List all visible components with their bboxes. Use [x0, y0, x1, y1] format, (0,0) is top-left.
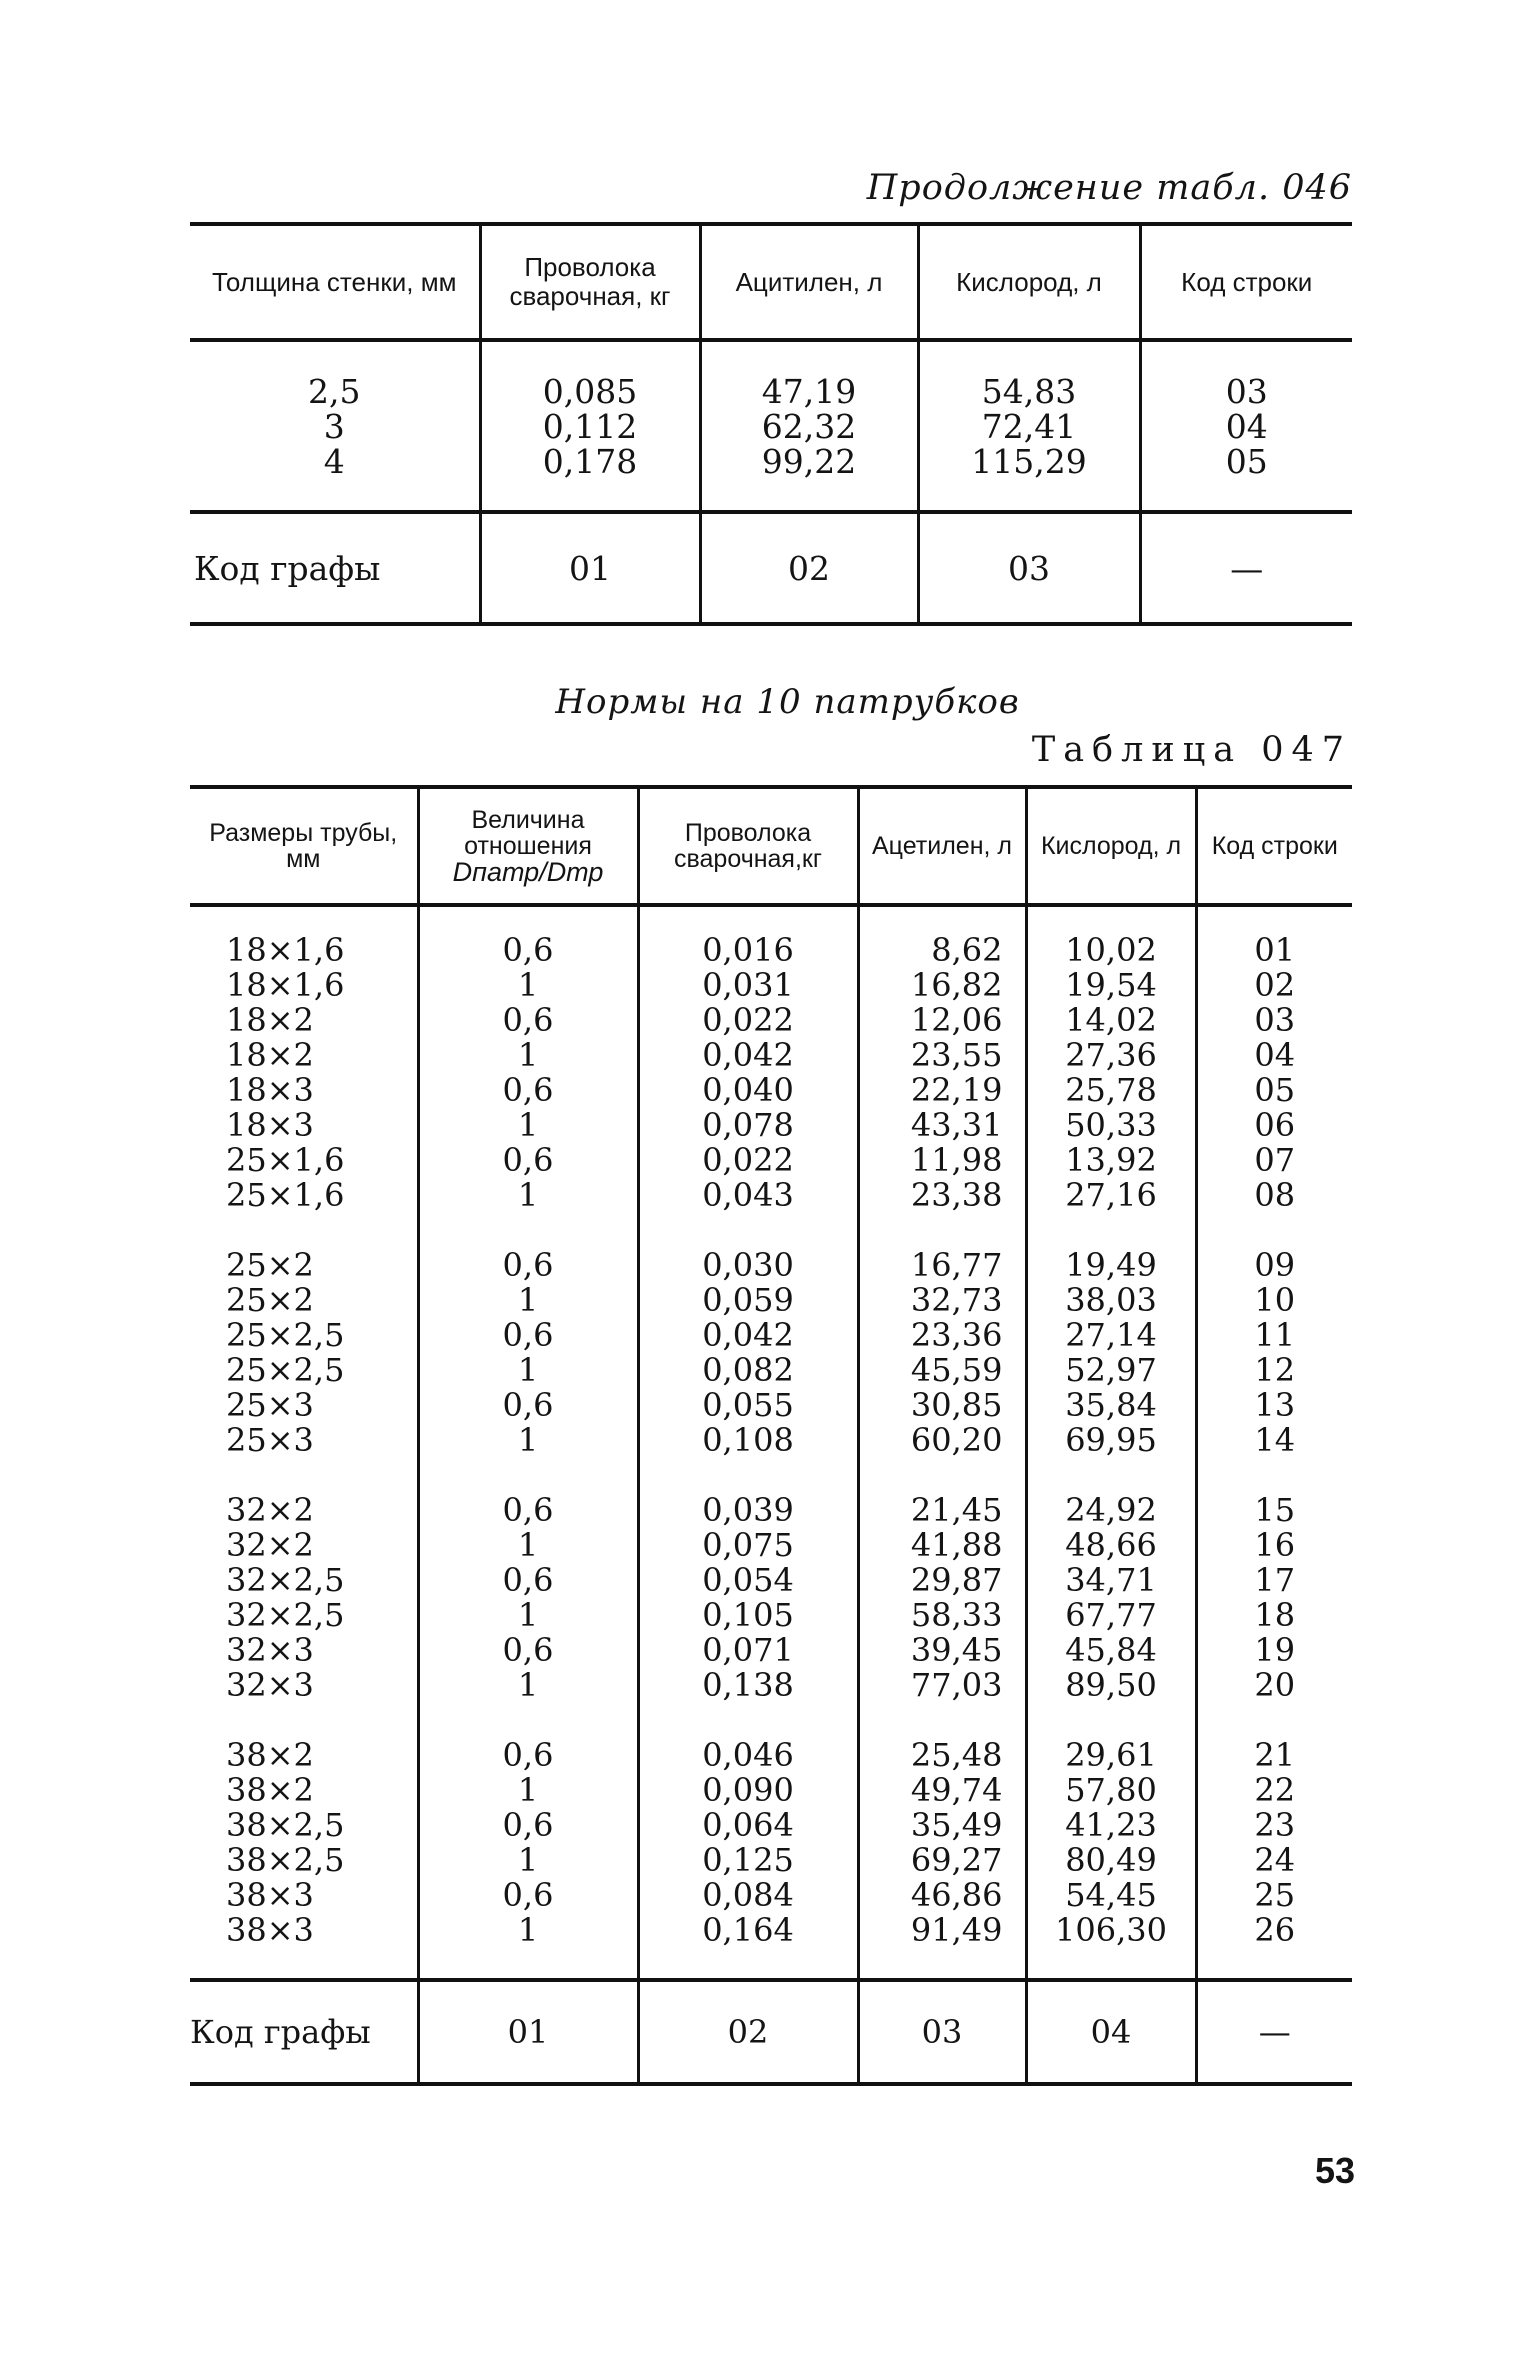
header-oxygen: Кислород, л: [918, 224, 1140, 340]
group-spacer: [420, 1213, 637, 1248]
table-cell: 1: [517, 1526, 539, 1564]
table-cell: 38×2: [226, 1736, 314, 1774]
table-cell: 15: [1254, 1491, 1296, 1529]
table-cell: 4: [323, 441, 345, 481]
table-cell: 0,042: [702, 1316, 794, 1354]
table-cell: 60,20: [910, 1421, 1003, 1459]
table-cell: 67,77: [1065, 1596, 1157, 1634]
table-cell: 32×2,5: [226, 1561, 345, 1599]
group-spacer: [640, 1458, 857, 1493]
table-cell: 41,88: [910, 1526, 1003, 1564]
table-cell: 03: [1254, 1001, 1296, 1039]
table-cell: 25×3: [226, 1386, 314, 1424]
table-cell: 0,043: [702, 1176, 794, 1214]
table-cell: 25×2: [226, 1281, 314, 1319]
table-cell: 02: [1254, 966, 1296, 1004]
table-cell: 0,046: [702, 1736, 794, 1774]
table-cell: 18×1,6: [226, 931, 345, 969]
table-cell: 27,36: [1065, 1036, 1157, 1074]
column-acetylene: [700, 340, 918, 512]
table-cell: 0,6: [502, 931, 554, 969]
column-oxygen: [918, 340, 1140, 512]
table-cell: 0,082: [702, 1351, 794, 1389]
table-cell: 18: [1254, 1596, 1296, 1634]
column-ratio: [418, 905, 638, 1980]
table-046-continuation: [190, 222, 1352, 626]
group-spacer: [226, 1213, 417, 1248]
table-cell: 41,23: [1065, 1806, 1157, 1844]
table-cell: 0,090: [702, 1771, 794, 1809]
table-cell: 38×2,5: [226, 1806, 345, 1844]
table-cell: 77,03: [910, 1666, 1003, 1704]
table-cell: 49,74: [910, 1771, 1003, 1809]
table-cell: 25×2,5: [226, 1316, 345, 1354]
header-row-code: Код строки: [1196, 787, 1352, 905]
group-spacer: [1028, 1458, 1195, 1493]
group-spacer: [640, 1213, 857, 1248]
table-cell: 1: [517, 1421, 539, 1459]
table-cell: 32×3: [226, 1631, 314, 1669]
table-cell: 0,6: [502, 1631, 554, 1669]
table-cell: 0,075: [702, 1526, 794, 1564]
group-spacer: [860, 1213, 1003, 1248]
table-cell: 18×2: [226, 1001, 314, 1039]
table-cell: 32×2: [226, 1526, 314, 1564]
table-cell: 0,055: [702, 1386, 794, 1424]
table-cell: 0,022: [702, 1001, 794, 1039]
table-cell: 32×2: [226, 1491, 314, 1529]
table-header-row: [190, 787, 1352, 905]
header-oxygen: Кислород, л: [1026, 787, 1196, 905]
table-cell: 18×3: [226, 1071, 314, 1109]
header-ratio-line1: Величина: [471, 806, 585, 834]
table-cell: 91,49: [910, 1911, 1003, 1949]
table-cell: 0,071: [702, 1631, 794, 1669]
column-wall-thickness: [190, 340, 480, 512]
table-047: [190, 785, 1352, 2086]
group-spacer: [860, 1703, 1003, 1738]
table-cell: 1: [517, 1841, 539, 1879]
header-ratio-line2: отношения: [464, 832, 592, 860]
table-cell: 16: [1254, 1526, 1296, 1564]
table-footer-row: [190, 512, 1352, 624]
table-cell: 20: [1254, 1666, 1296, 1704]
table-cell: 25,78: [1065, 1071, 1157, 1109]
section-title: Нормы на 10 патрубков: [555, 682, 1020, 722]
footer-cell: 04: [1026, 1980, 1196, 2084]
footer-cell: 02: [700, 512, 918, 624]
table-cell: 24: [1254, 1841, 1296, 1879]
table-cell: 38×3: [226, 1876, 314, 1914]
group-spacer: [1198, 1458, 1353, 1493]
table-cell: 35,84: [1065, 1386, 1157, 1424]
table-cell: 1: [517, 1176, 539, 1214]
table-cell: 27,16: [1065, 1176, 1157, 1214]
table-cell: 11: [1254, 1316, 1296, 1354]
table-cell: 0,6: [502, 1561, 554, 1599]
group-spacer: [226, 1703, 417, 1738]
header-acetylene: Ацетилен, л: [858, 787, 1026, 905]
table-cell: 0,078: [702, 1106, 794, 1144]
table-cell: 0,6: [502, 1071, 554, 1109]
table-cell: 54,45: [1065, 1876, 1157, 1914]
footer-cell: 02: [638, 1980, 858, 2084]
header-welding-wire: Проволока сварочная, кг: [480, 224, 700, 340]
table-cell: 39,45: [910, 1631, 1003, 1669]
table-cell: 05: [1225, 441, 1268, 481]
table-cell: 2,5: [308, 371, 361, 411]
table-cell: 07: [1254, 1141, 1296, 1179]
group-spacer: [1198, 1213, 1353, 1248]
table-cell: 18×1,6: [226, 966, 345, 1004]
table-cell: 0,6: [502, 1001, 554, 1039]
table-cell: 16,77: [910, 1246, 1003, 1284]
header-acetylene: Ацитилен, л: [700, 224, 918, 340]
group-spacer: [1198, 1703, 1353, 1738]
table-cell: 72,41: [981, 406, 1077, 446]
table-cell: 99,22: [761, 441, 857, 481]
column-oxygen: [1026, 905, 1196, 1980]
table-cell: 32×3: [226, 1666, 314, 1704]
table-cell: 1: [517, 1911, 539, 1949]
table-cell: 1: [517, 966, 539, 1004]
table-cell: 0,084: [702, 1876, 794, 1914]
table-cell: 12,06: [910, 1001, 1003, 1039]
table-cell: 0,016: [702, 931, 794, 969]
table-cell: 46,86: [910, 1876, 1003, 1914]
table-cell: 04: [1225, 406, 1268, 446]
table-cell: 13,92: [1065, 1141, 1157, 1179]
table-cell: 0,054: [702, 1561, 794, 1599]
table-cell: 0,064: [702, 1806, 794, 1844]
header-row-code: Код строки: [1140, 224, 1352, 340]
table-cell: 1: [517, 1596, 539, 1634]
table-cell: 58,33: [910, 1596, 1003, 1634]
table-cell: 48,66: [1065, 1526, 1157, 1564]
footer-column-code-label: Код графы: [190, 512, 480, 624]
table-cell: 18×3: [226, 1106, 314, 1144]
table-cell: 1: [517, 1036, 539, 1074]
group-spacer: [860, 1458, 1003, 1493]
table-cell: 25×1,6: [226, 1176, 345, 1214]
table-cell: 1: [517, 1666, 539, 1704]
table-cell: 38×2,5: [226, 1841, 345, 1879]
table-cell: 57,80: [1065, 1771, 1157, 1809]
table-cell: 04: [1254, 1036, 1296, 1074]
column-row-code: [1196, 905, 1352, 1980]
table-cell: 0,6: [502, 1736, 554, 1774]
table-cell: 1: [517, 1106, 539, 1144]
table-cell: 47,19: [761, 371, 857, 411]
table-cell: 19,54: [1065, 966, 1157, 1004]
table-cell: 16,82: [910, 966, 1003, 1004]
footer-column-code-label: Код графы: [190, 1980, 418, 2084]
table-cell: 06: [1254, 1106, 1296, 1144]
table-cell: 22,19: [910, 1071, 1003, 1109]
table-cell: 23,38: [910, 1176, 1003, 1214]
footer-cell: —: [1140, 512, 1352, 624]
table-cell: 8,62: [931, 931, 1003, 969]
table-cell: 32×2,5: [226, 1596, 345, 1634]
table-cell: 0,6: [502, 1141, 554, 1179]
table-cell: 0,6: [502, 1386, 554, 1424]
header-welding-wire: Проволока сварочная,кг: [638, 787, 858, 905]
table-cell: 09: [1254, 1246, 1296, 1284]
table-cell: 0,040: [702, 1071, 794, 1109]
table-cell: 25×1,6: [226, 1141, 345, 1179]
table-cell: 35,49: [910, 1806, 1003, 1844]
table-cell: 19,49: [1065, 1246, 1157, 1284]
table-cell: 21,45: [910, 1491, 1003, 1529]
table-cell: 25: [1254, 1876, 1296, 1914]
table-cell: 0,164: [702, 1911, 794, 1949]
header-ratio-formula: Dпатр/Dтр: [452, 857, 604, 887]
table-cell: 89,50: [1065, 1666, 1157, 1704]
table-cell: 54,83: [981, 371, 1077, 411]
table-cell: 38,03: [1065, 1281, 1157, 1319]
header-ratio: [418, 787, 638, 905]
table-cell: 45,59: [910, 1351, 1003, 1389]
table-cell: 1: [517, 1281, 539, 1319]
table-cell: 08: [1254, 1176, 1296, 1214]
table-cell: 0,108: [702, 1421, 794, 1459]
table-cell: 18×2: [226, 1036, 314, 1074]
table-cell: 80,49: [1065, 1841, 1157, 1879]
column-pipe-size: [190, 905, 418, 1980]
table-cell: 03: [1225, 371, 1268, 411]
table-cell: 29,87: [910, 1561, 1003, 1599]
table-cell: 0,112: [542, 406, 638, 446]
table-cell: 25×3: [226, 1421, 314, 1459]
table-cell: 106,30: [1055, 1911, 1167, 1949]
table-cell: 0,125: [702, 1841, 794, 1879]
table-cell: 38×2: [226, 1771, 314, 1809]
table-cell: 0,138: [702, 1666, 794, 1704]
table-cell: 52,97: [1065, 1351, 1157, 1389]
table-cell: 29,61: [1065, 1736, 1157, 1774]
table-cell: 23,55: [910, 1036, 1003, 1074]
column-acetylene: [858, 905, 1026, 1980]
table-cell: 0,6: [502, 1491, 554, 1529]
continuation-label: Продолжение табл. 046: [866, 168, 1352, 208]
table-footer-row: [190, 1980, 1352, 2084]
table-cell: 69,27: [910, 1841, 1003, 1879]
table-cell: 26: [1254, 1911, 1296, 1949]
table-cell: 30,85: [910, 1386, 1003, 1424]
table-cell: 43,31: [910, 1106, 1003, 1144]
table-cell: 0,105: [702, 1596, 794, 1634]
group-spacer: [420, 1703, 637, 1738]
table-cell: 17: [1254, 1561, 1296, 1599]
table-cell: 10,02: [1065, 931, 1157, 969]
table-cell: 69,95: [1065, 1421, 1157, 1459]
table-cell: 115,29: [971, 441, 1087, 481]
table-cell: 0,042: [702, 1036, 794, 1074]
table-cell: 14,02: [1065, 1001, 1157, 1039]
table-body: [190, 340, 1352, 512]
table-cell: 0,059: [702, 1281, 794, 1319]
group-spacer: [226, 1458, 417, 1493]
table-cell: 25,48: [910, 1736, 1003, 1774]
table-cell: 25×2,5: [226, 1351, 345, 1389]
table-cell: 50,33: [1065, 1106, 1157, 1144]
table-cell: 10: [1254, 1281, 1296, 1319]
table-cell: 25×2: [226, 1246, 314, 1284]
table-cell: 19: [1254, 1631, 1296, 1669]
table-cell: 32,73: [910, 1281, 1003, 1319]
table-cell: 0,6: [502, 1316, 554, 1354]
group-spacer: [640, 1703, 857, 1738]
table-label: Таблица 047: [1031, 730, 1352, 770]
table-cell: 45,84: [1065, 1631, 1157, 1669]
page-number: 53: [1314, 2150, 1355, 2191]
table-cell: 0,022: [702, 1141, 794, 1179]
table-cell: 23,36: [910, 1316, 1003, 1354]
table-cell: 0,085: [542, 371, 638, 411]
table-cell: 01: [1254, 931, 1296, 969]
table-cell: 1: [517, 1351, 539, 1389]
group-spacer: [1028, 1703, 1195, 1738]
table-cell: 23: [1254, 1806, 1296, 1844]
table-cell: 14: [1254, 1421, 1296, 1459]
table-cell: 0,6: [502, 1246, 554, 1284]
table-body: [190, 905, 1352, 1980]
table-cell: 34,71: [1065, 1561, 1157, 1599]
table-cell: 0,031: [702, 966, 794, 1004]
table-cell: 0,6: [502, 1876, 554, 1914]
table-cell: 11,98: [910, 1141, 1003, 1179]
column-row-code: [1140, 340, 1352, 512]
footer-cell: —: [1196, 1980, 1352, 2084]
header-pipe-size: Размеры трубы, мм: [190, 787, 418, 905]
table-cell: 21: [1254, 1736, 1296, 1774]
table-cell: 1: [517, 1771, 539, 1809]
footer-cell: 03: [918, 512, 1140, 624]
table-cell: 12: [1254, 1351, 1296, 1389]
table-cell: 3: [323, 406, 345, 446]
table-cell: 13: [1254, 1386, 1296, 1424]
header-wall-thickness: Толщина стенки, мм: [190, 224, 480, 340]
table-cell: 62,32: [761, 406, 857, 446]
table-header-row: [190, 224, 1352, 340]
table-cell: 38×3: [226, 1911, 314, 1949]
group-spacer: [420, 1458, 637, 1493]
table-cell: 05: [1254, 1071, 1296, 1109]
footer-cell: 01: [480, 512, 700, 624]
table-cell: 27,14: [1065, 1316, 1157, 1354]
table-cell: 0,030: [702, 1246, 794, 1284]
footer-cell: 03: [858, 1980, 1026, 2084]
group-spacer: [1028, 1213, 1195, 1248]
column-welding-wire: [480, 340, 700, 512]
column-welding-wire: [638, 905, 858, 1980]
table-cell: 22: [1254, 1771, 1296, 1809]
footer-cell: 01: [418, 1980, 638, 2084]
table-cell: 0,039: [702, 1491, 794, 1529]
table-cell: 0,178: [542, 441, 638, 481]
table-cell: 24,92: [1065, 1491, 1157, 1529]
table-cell: 0,6: [502, 1806, 554, 1844]
